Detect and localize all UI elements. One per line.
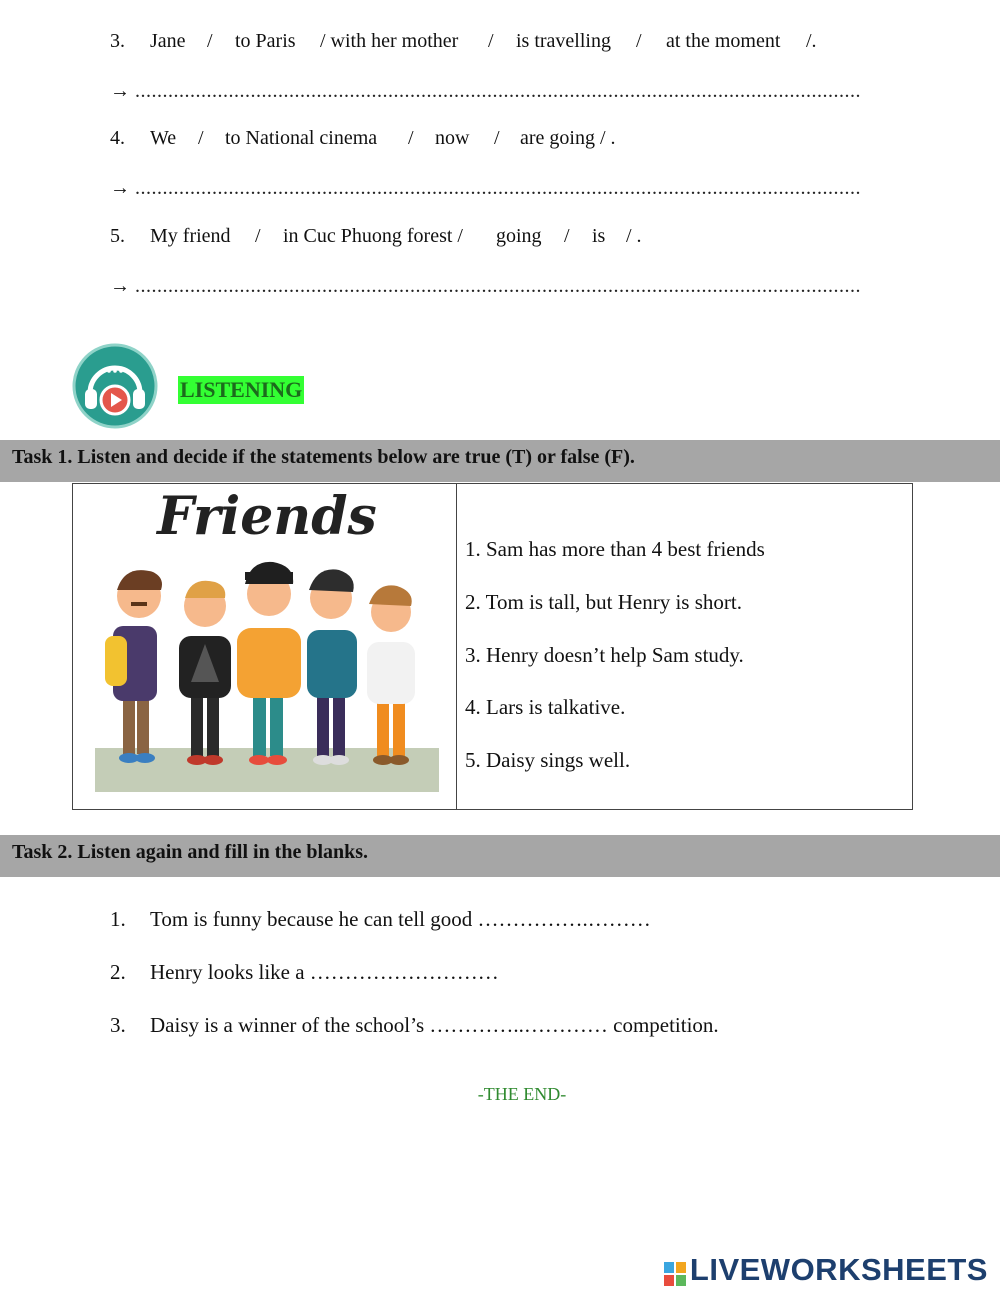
statement-5: 5. Daisy sings well. [465,748,631,772]
reorder-item-5 [110,225,870,251]
sentence-part: / . [626,225,642,247]
item-number: 3. [110,1013,126,1037]
sentence-part: / [494,127,500,149]
statement-2: 2. Tom is tall, but Henry is short. [465,590,742,614]
statement-4: 4. Lars is talkative. [465,695,626,719]
arrow-icon: → [110,80,130,102]
item-number: 1. [110,907,126,931]
answer-blank[interactable]: .................................................................................................................................... [135,177,861,199]
sentence-part: to Paris [235,30,296,52]
sentence-part: Jane [150,30,186,52]
arrow-icon: → [110,177,130,199]
sentence-part: My friend [150,225,231,247]
sentence-part: / with her mother [320,30,459,52]
answer-blank[interactable]: .................................................................................................................................... [135,275,861,297]
fill-text[interactable]: Henry looks like a ……………………… [150,960,499,984]
reorder-item-3 [110,30,870,56]
answer-line[interactable] [110,177,861,200]
sentence-part: /. [806,30,817,52]
fill-item-2[interactable] [110,960,499,985]
brand-name: LIVEWORKSHEETS [689,1252,988,1287]
friends-title: Friends [157,486,377,547]
sentence-part: going [496,225,542,247]
sentence-part: is [592,225,606,247]
item-number: 3. [110,30,125,52]
sentence-part: / [207,30,213,52]
listening-heading: LISTENING [180,377,303,402]
person-icon [367,585,415,765]
person-icon [179,581,231,765]
headphones-play-icon [72,343,158,429]
sentence-part: now [435,127,470,149]
sentence-part: is travelling [516,30,611,52]
reorder-item-4 [110,127,870,153]
brand-logo[interactable] [664,1252,988,1288]
sentence-part: / [636,30,642,52]
liveworksheets-logo-icon [664,1258,686,1282]
task1-table [72,483,913,810]
item-number: 4. [110,127,125,149]
person-icon [237,562,301,765]
sentence-part: / [488,30,494,52]
the-end-text: -THE END- [477,1084,567,1104]
answer-blank[interactable]: .................................................................................................................................... [135,80,861,102]
sentence-part: at the moment [666,30,781,52]
sentence-part: are going / . [520,127,616,149]
task1-title: Task 1. Listen and decide if the statements below are true (T) or false (F). [0,440,1000,482]
sentence-part: to National cinema [225,127,378,149]
statement-1: 1. Sam has more than 4 best friends [465,537,765,561]
sentence-part: in Cuc Phuong forest / [283,225,463,247]
person-icon [307,569,357,765]
fill-text[interactable]: Daisy is a winner of the school’s …………..………… competition. [150,1013,719,1037]
sentence-part: We [150,127,177,149]
item-number: 5. [110,225,125,247]
fill-item-1[interactable] [110,907,651,932]
arrow-icon: → [110,275,130,297]
sentence-part: / [255,225,261,247]
fill-item-3[interactable] [110,1013,719,1038]
answer-line[interactable] [110,275,861,298]
answer-line[interactable] [110,80,861,103]
item-number: 2. [110,960,126,984]
sentence-part: / [564,225,570,247]
fill-text[interactable]: Tom is funny because he can tell good …………….……… [150,907,651,931]
sentence-part: / [408,127,414,149]
person-icon [105,570,162,763]
statement-3: 3. Henry doesn’t help Sam study. [465,643,744,667]
table-divider [456,484,457,809]
friends-illustration [95,486,440,794]
task2-title: Task 2. Listen again and fill in the blanks. [0,835,1000,877]
sentence-part: / [198,127,204,149]
